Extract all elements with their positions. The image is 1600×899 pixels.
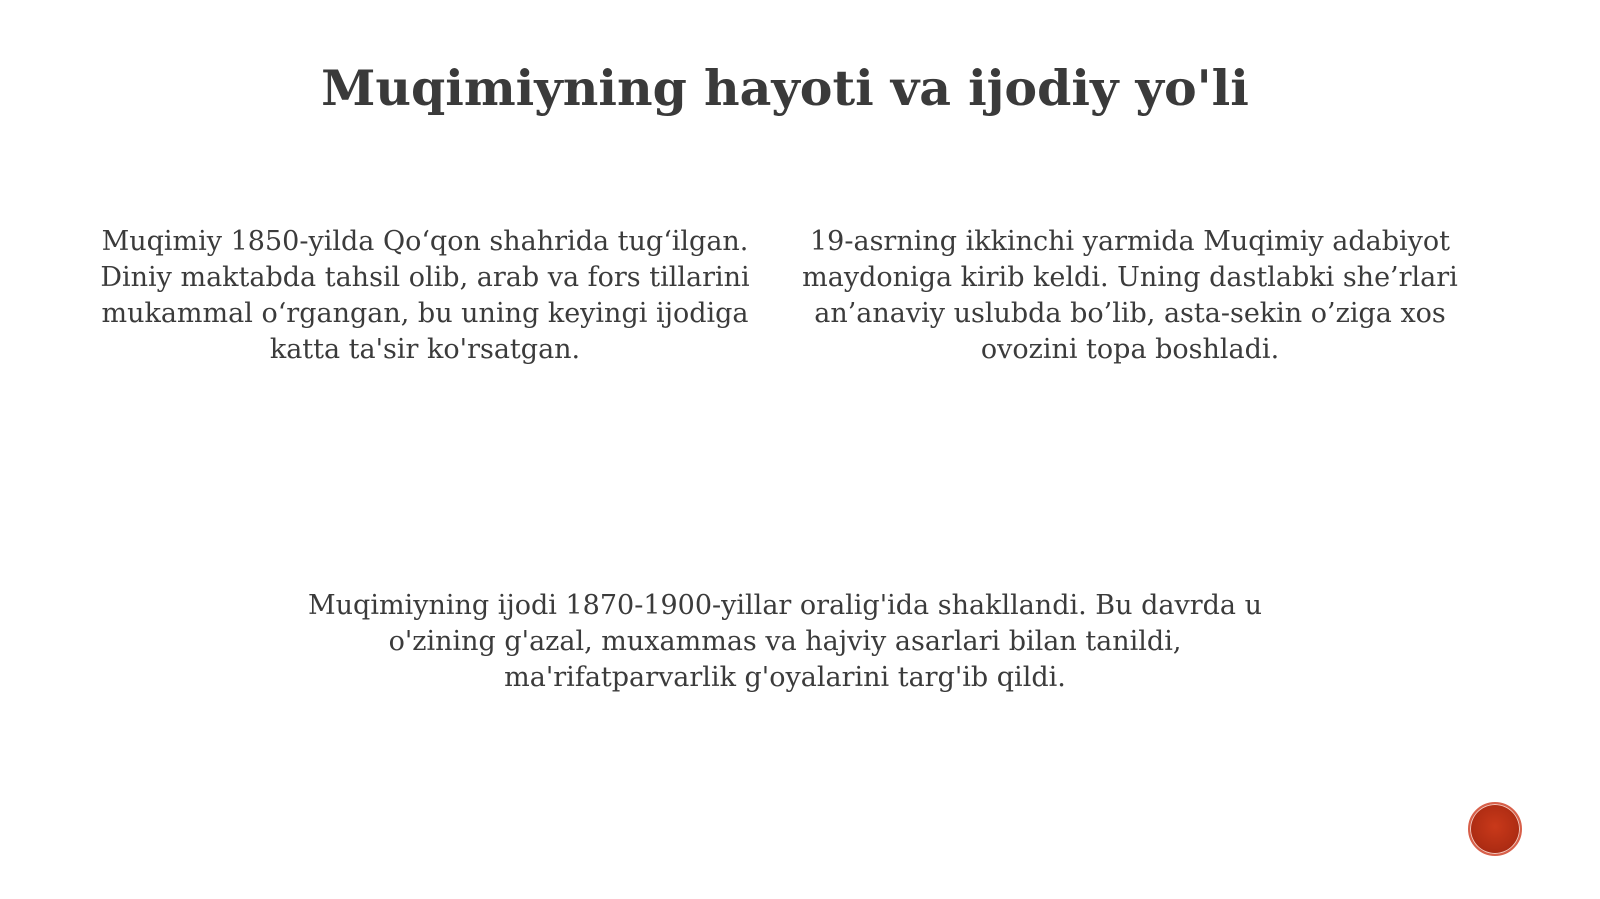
paragraph-bottom: Muqimiyning ijodi 1870-1900-yillar oralig'ida shakllandi. Bu davrda u o'zining g'azal, muxammas va hajviy asarlari bilan tanildi, ma'rifatparvarlik g'oyalarini targ'ib qildi.: [308, 590, 1262, 693]
slide-nav-button[interactable]: [1468, 802, 1522, 856]
slide-title: Muqimiyning hayoti va ijodiy yo'li: [321, 59, 1249, 117]
paragraph-left: Muqimiy 1850-yilda Qo‘qon shahrida tug‘ilgan. Diniy maktabda tahsil olib, arab va fors tillarini mukammal o‘rgangan, bu uning keyingi ijodiga katta ta'sir ko'rsatgan.: [100, 226, 750, 365]
paragraph-right: 19-asrning ikkinchi yarmida Muqimiy adabiyot maydoniga kirib keldi. Uning dastlabki she’rlari an’anaviy uslubda bo’lib, asta-sekin o’ziga xos ovozini topa boshladi.: [802, 226, 1458, 365]
